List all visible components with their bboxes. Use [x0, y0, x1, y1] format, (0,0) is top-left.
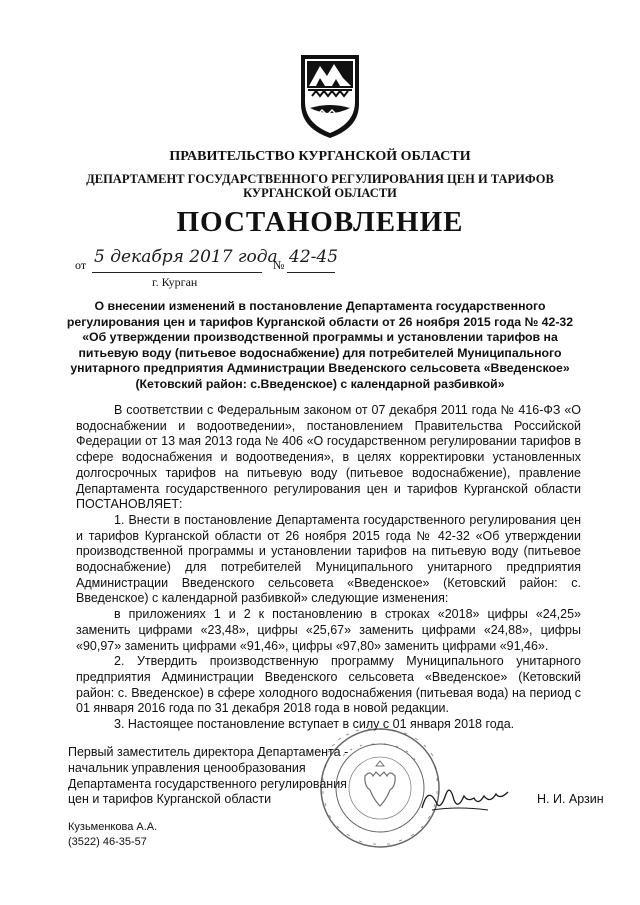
preamble-paragraph: В соответствии с Федеральным законом от 07 декабря 2011 года № 416-ФЗ «О водоснабжении и водоотведении», постановлением Правительства Российской Федерации от 13 мая 2013 года № 406 «О государственном регулировании тарифов в сфере водоснабжения и водоотведения», в целях корректировки установленных долгосрочных тарифов на питьевую воду (питьевое водоснабжение), правление Департамента государственного регулирования цен и тарифов Курганской области ПОСТАНОВЛЯЕТ:	[76, 403, 581, 512]
executor-phone: (3522) 46-35-57	[68, 835, 147, 848]
resolution-body	[76, 403, 581, 733]
signatory-line: цен и тарифов Курганской области	[68, 792, 272, 807]
executor-info	[68, 820, 157, 849]
item-3-paragraph: 3. Настоящее постановление вступает в силу с 01 января 2018 года.	[114, 717, 515, 732]
signatory-line: Департамента государственного регулирования	[68, 776, 347, 791]
date-prefix-label: от	[75, 258, 87, 272]
document-type-heading: ПОСТАНОВЛЕНИЕ	[176, 206, 464, 238]
executor-name: Кузьменкова А.А.	[68, 821, 158, 833]
handwritten-document-number: 42-45	[289, 247, 339, 267]
number-label: №	[273, 258, 285, 272]
signatory-line: начальник управления ценообразования	[68, 760, 306, 775]
department-name-line1: ДЕПАРТАМЕНТ ГОСУДАРСТВЕННОГО РЕГУЛИРОВАНИЯ ЦЕН И ТАРИФОВ	[86, 172, 554, 186]
department-name-line2: КУРГАНСКОЙ ОБЛАСТИ	[243, 186, 397, 200]
handwritten-signature	[418, 780, 514, 818]
city-label: г. Курган	[152, 275, 198, 289]
handwritten-date: 5 декабря 2017 года	[94, 247, 278, 267]
date-underline	[92, 272, 262, 273]
resolution-title: О внесении изменений в постановление Департамента государственного регулирования цен и тарифов Курганской области от 26 ноября 2015 года № 42-32 «Об утверждении производственной программы и установлении тарифов на питьевую воду (питьевое водоснабжение) для потребителей Муниципального унитарного предприятия Администрации Введенского сельсовета «Введенское» (Кетовский район: с.Введенское) с календарной разбивкой»	[66, 299, 574, 391]
government-name: ПРАВИТЕЛЬСТВО КУРГАНСКОЙ ОБЛАСТИ	[169, 149, 471, 164]
item-1-paragraph: 1. Внести в постановление Департамента государственного регулирования цен и тарифов Курганской области от 26 ноября 2015 года № 42-32 «Об утверждении производственной программы и установлении тарифов на питьевую воду (питьевое водоснабжение) для потребителей Муниципального унитарного предприятия Администрации Введенского сельсовета «Введенское» (Кетовский район: с. Введенское) с календарной разбивкой» следующие изменения:	[76, 512, 581, 606]
item-2-paragraph: 2. Утвердить производственную программу Муниципального унитарного предприятия Администрации Введенского сельсовета «Введенское» (Кетовский район: с. Введенское) в сфере холодного водоснабжения (питьевая вода) на период с 01 января 2016 года по 31 декабря 2018 года в новой редакции.	[76, 654, 581, 716]
signatory-name: Н. И. Арзин	[537, 792, 604, 806]
number-underline	[287, 272, 335, 273]
signatory-line: Первый заместитель директора Департамента -	[68, 745, 349, 759]
signatory-position	[68, 745, 348, 808]
coat-of-arms-emblem	[298, 52, 362, 140]
item-1-detail-paragraph: в приложениях 1 и 2 к постановлению в строках «2018» цифры «24,25» заменить цифрами «23,48», цифры «25,67» заменить цифрами «24,88», цифры «90,97» заменить цифрами «91,46», цифры «97,80» заменить цифрами «91,46».	[76, 607, 581, 653]
